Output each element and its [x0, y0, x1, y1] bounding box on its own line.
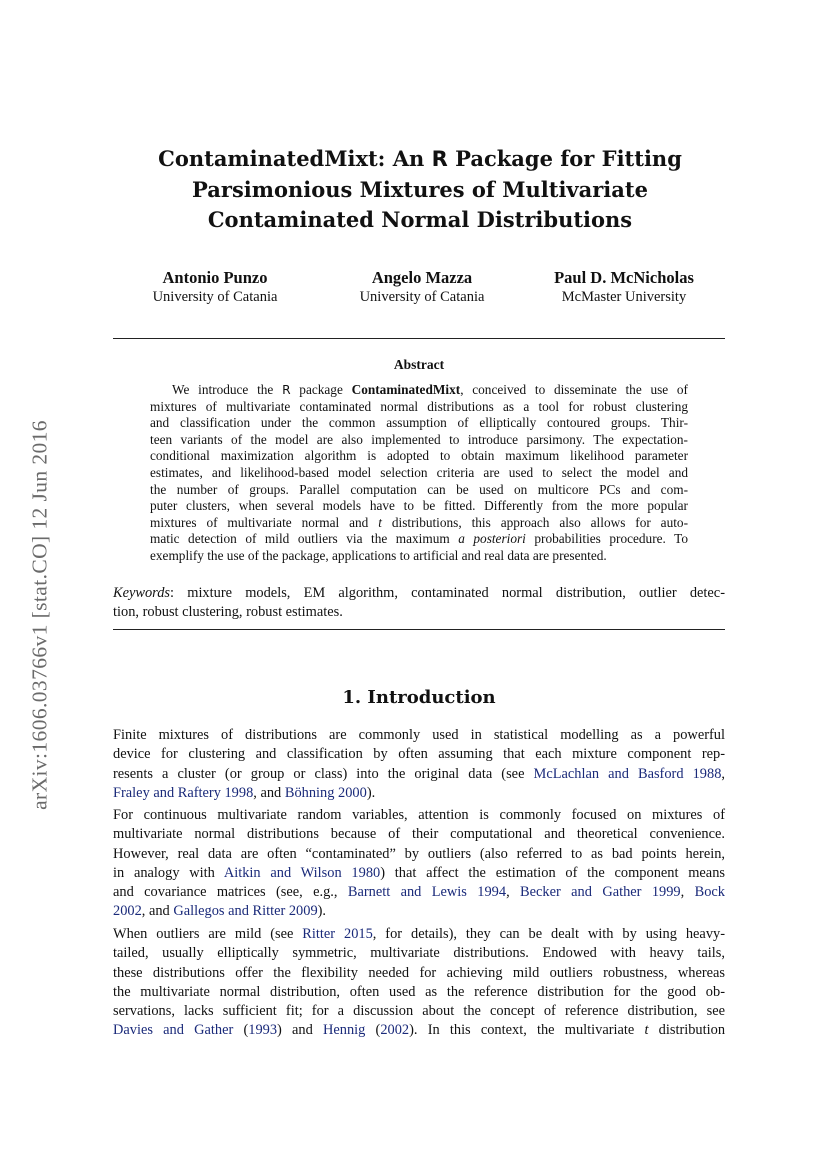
abstract-line: estimates, and likelihood-based model selection criteria are used to select the model and: [150, 464, 688, 480]
text-line: Finite mixtures of distributions are commonly used in statistical modelling as a powerful: [113, 727, 725, 743]
abstract-line: matic detection of mild outliers via the maximum a posteriori probabilities procedure. To: [150, 531, 688, 547]
keywords-line: tion, robust clustering, robust estimates.: [113, 603, 343, 620]
arxiv-side-stamp: [22, 365, 58, 865]
citation-link[interactable]: Bock: [694, 884, 726, 901]
text-line: multivariate normal distributions because of their computational and theoretical convenience.: [113, 826, 725, 843]
author-name: Antonio Punzo: [162, 268, 268, 287]
author-affiliation: University of Catania: [359, 289, 485, 305]
author-affiliation: McMaster University: [561, 289, 687, 305]
text-line: and covariance matrices (see, e.g., Barnett and Lewis 1994, Becker and Gather 1999, Bock: [113, 884, 726, 901]
keywords: [113, 584, 725, 621]
text-line: servations, lacks sufficient fit; for a discussion about the concept of reference distribution, see: [113, 1003, 725, 1020]
text-line: these distributions offer the flexibility needed for achieving mild outliers robustness, whereas: [113, 964, 725, 981]
title-line-3: Contaminated Normal Distributions: [207, 207, 633, 232]
citation-link[interactable]: Aitkin and Wilson 1980: [223, 864, 381, 881]
citation-link[interactable]: Böhning 2000: [284, 784, 367, 801]
section-heading-introduction: 1. Introduction: [342, 687, 496, 708]
package-name: ContaminatedMixt: [351, 382, 461, 397]
abstract-top-rule: [113, 338, 725, 339]
abstract-line: We introduce the R package ContaminatedMixt, conceived to disseminate the use of: [172, 382, 688, 397]
author-affiliation: University of Catania: [152, 289, 278, 305]
abstract-line: mixtures of multivariate contaminated normal distributions as a tool for robust clustering: [150, 398, 688, 414]
abstract-line: and classification under the common assumption of elliptically contoured groups. Thir-: [150, 415, 688, 431]
r-language-name: R: [282, 383, 291, 397]
text-line: in analogy with Aitkin and Wilson 1980) that affect the estimation of the component means: [113, 864, 725, 881]
abstract-body: [150, 382, 688, 565]
abstract-line: mixtures of multivariate normal and t distributions, this approach also allows for auto-: [150, 514, 689, 530]
citation-link[interactable]: Ritter 2015: [302, 926, 373, 942]
text-line: 2002, and Gallegos and Ritter 2009).: [113, 903, 327, 920]
paper-title: [100, 144, 740, 236]
abstract-line: exemplify the use of the package, applications to artificial and real data are presented.: [150, 547, 607, 563]
citation-link[interactable]: McLachlan and Basford 1988: [533, 765, 722, 782]
text-line: tailed, usually elliptically symmetric, multivariate distributions. Endowed with heavy tails,: [113, 945, 725, 962]
text-line: Fraley and Raftery 1998, and Böhning 2000).: [113, 784, 376, 801]
text-line: However, real data are often “contaminated” by outliers (also referred to as bad points herein,: [113, 845, 725, 862]
abstract-bottom-rule: [113, 629, 725, 630]
title-line-2: Parsimonious Mixtures of Multivariate: [192, 176, 648, 202]
author-name: Paul D. McNicholas: [554, 268, 694, 287]
title-line-1: ContaminatedMixt: An R Package for Fitting: [158, 146, 682, 171]
abstract-line: puter clusters, when several models have to be fitted. Differently from the more popular: [150, 498, 688, 514]
citation-link[interactable]: Becker and Gather 1999: [520, 884, 681, 901]
citation-link[interactable]: Fraley and Raftery 1998: [113, 784, 254, 801]
citation-link[interactable]: Barnett and Lewis 1994: [347, 884, 507, 901]
citation-link[interactable]: 1993: [248, 1022, 278, 1039]
abstract-line: teen variants of the model are also implemented to introduce parsimony. The expectation-: [150, 431, 688, 447]
text-line: For continuous multivariate random variables, attention is commonly focused on mixtures of: [113, 807, 725, 823]
author-block: [105, 268, 325, 307]
r-language-name: R: [431, 147, 448, 171]
text-line: When outliers are mild (see Ritter 2015, for details), they can be dealt with by using heavy-: [113, 926, 725, 942]
citation-link[interactable]: Hennig: [322, 1022, 366, 1039]
abstract-line: conditional maximization algorithm is adopted to obtain maximum likelihood parameter: [150, 448, 688, 464]
author-block: [312, 268, 532, 307]
citation-link[interactable]: Gallegos and Ritter 2009: [173, 903, 318, 920]
keywords-label: Keywords: [113, 585, 171, 601]
author-name: Angelo Mazza: [371, 268, 473, 287]
arxiv-identifier: arXiv:1606.03766v1 [stat.CO] 12 Jun 2016: [27, 420, 52, 810]
author-block: [514, 268, 734, 307]
citation-link[interactable]: Davies and Gather: [113, 1022, 234, 1039]
text-line: device for clustering and classification by often assuming that each mixture component rep-: [113, 746, 725, 763]
text-line: resents a cluster (or group or class) into the original data (see McLachlan and Basford 1988,: [113, 765, 725, 782]
paragraph-1: [113, 726, 725, 803]
text-line: Davies and Gather (1993) and Hennig (2002). In this context, the multivariate t distribution: [113, 1022, 726, 1039]
paragraph-2: [113, 806, 725, 922]
paragraph-3: [113, 925, 725, 1041]
keywords-line: Keywords: mixture models, EM algorithm, contaminated normal distribution, outlier detec-: [113, 585, 725, 601]
abstract-line: the number of groups. Parallel computation can be used on multicore PCs and com-: [150, 481, 688, 497]
citation-link[interactable]: 2002: [113, 903, 142, 920]
text-line: the multivariate normal distribution, often used as the reference distribution for the good ob-: [113, 983, 725, 1000]
abstract-heading: Abstract: [393, 357, 445, 372]
citation-link[interactable]: 2002: [380, 1022, 410, 1039]
